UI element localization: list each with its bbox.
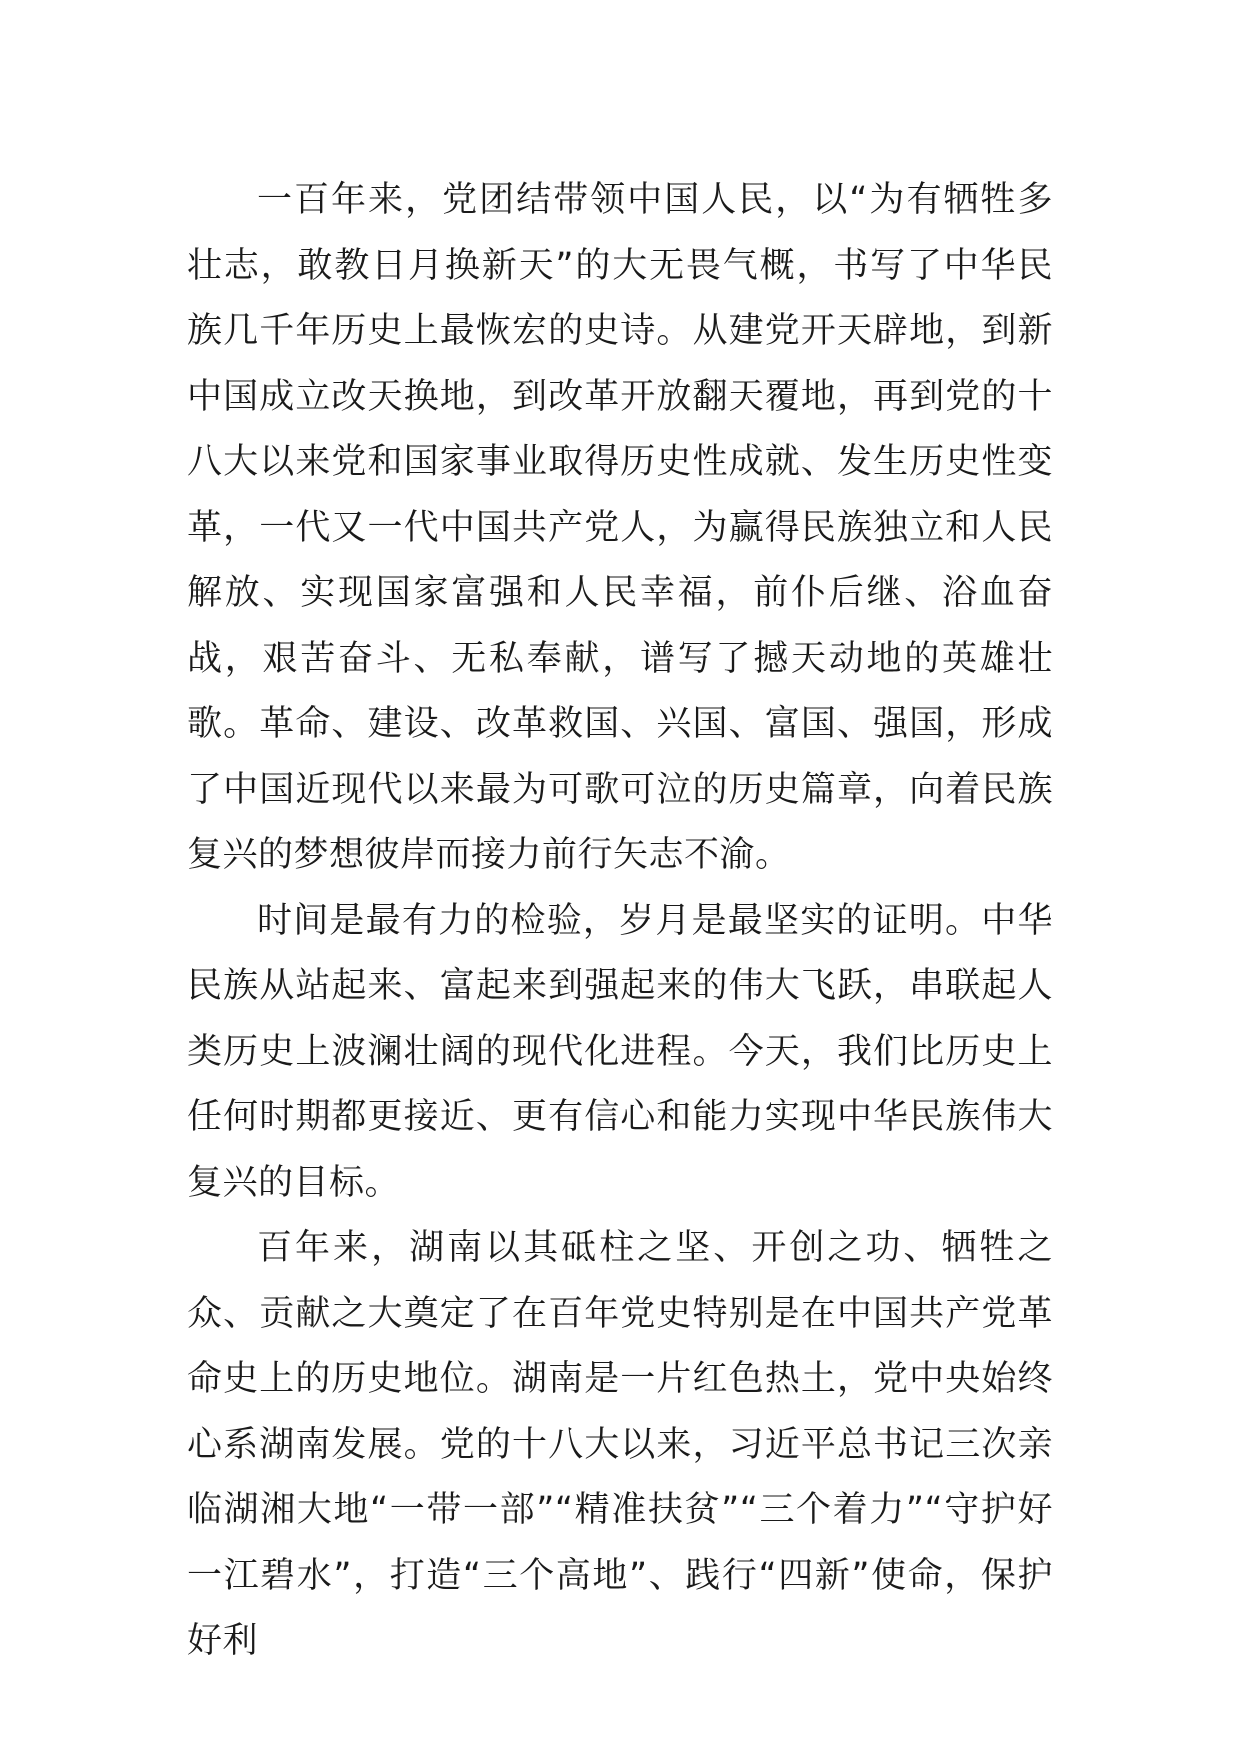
paragraph-time-test: 时间是最有力的检验，岁月是最坚实的证明。中华民族从站起来、富起来到强起来的伟大飞跃，串联起人类历史上波澜壮阔的现代化进程。今天，我们比历史上任何时期都更接近、更有信心和能力实现中华民族伟大复兴的目标。 <box>187 900 1053 1203</box>
paragraph-hunan-history: 百年来，湖南以其砥柱之坚、开创之功、牺牲之众、贡献之大奠定了在百年党史特别是在中国共产党革命史上的历史地位。湖南是一片红色热土，党中央始终心系湖南发展。党的十八大以来，习近平总书记三次亲临湖湘大地“一带一部”“精准扶贫”“三个着力”“守护好一江碧水”，打造“三个高地”、践行“四新”使命，保护好利 <box>187 1228 1053 1661</box>
document-body <box>187 168 1053 1675</box>
paragraph-centennial-history: 一百年来，党团结带领中国人民，以“为有牺牲多壮志，敢教日月换新天”的大无畏气概，书写了中华民族几千年历史上最恢宏的史诗。从建党开天辟地，到新中国成立改天换地，到改革开放翻天覆地，再到党的十八大以来党和国家事业取得历史性成就、发生历史性变革，一代又一代中国共产党人，为赢得民族独立和人民解放、实现国家富强和人民幸福，前仆后继、浴血奋战，艰苦奋斗、无私奉献，谱写了撼天动地的英雄壮歌。革命、建设、改革救国、兴国、富国、强国，形成了中国近现代以来最为可歌可泣的历史篇章，向着民族复兴的梦想彼岸而接力前行矢志不渝。 <box>187 180 1053 875</box>
